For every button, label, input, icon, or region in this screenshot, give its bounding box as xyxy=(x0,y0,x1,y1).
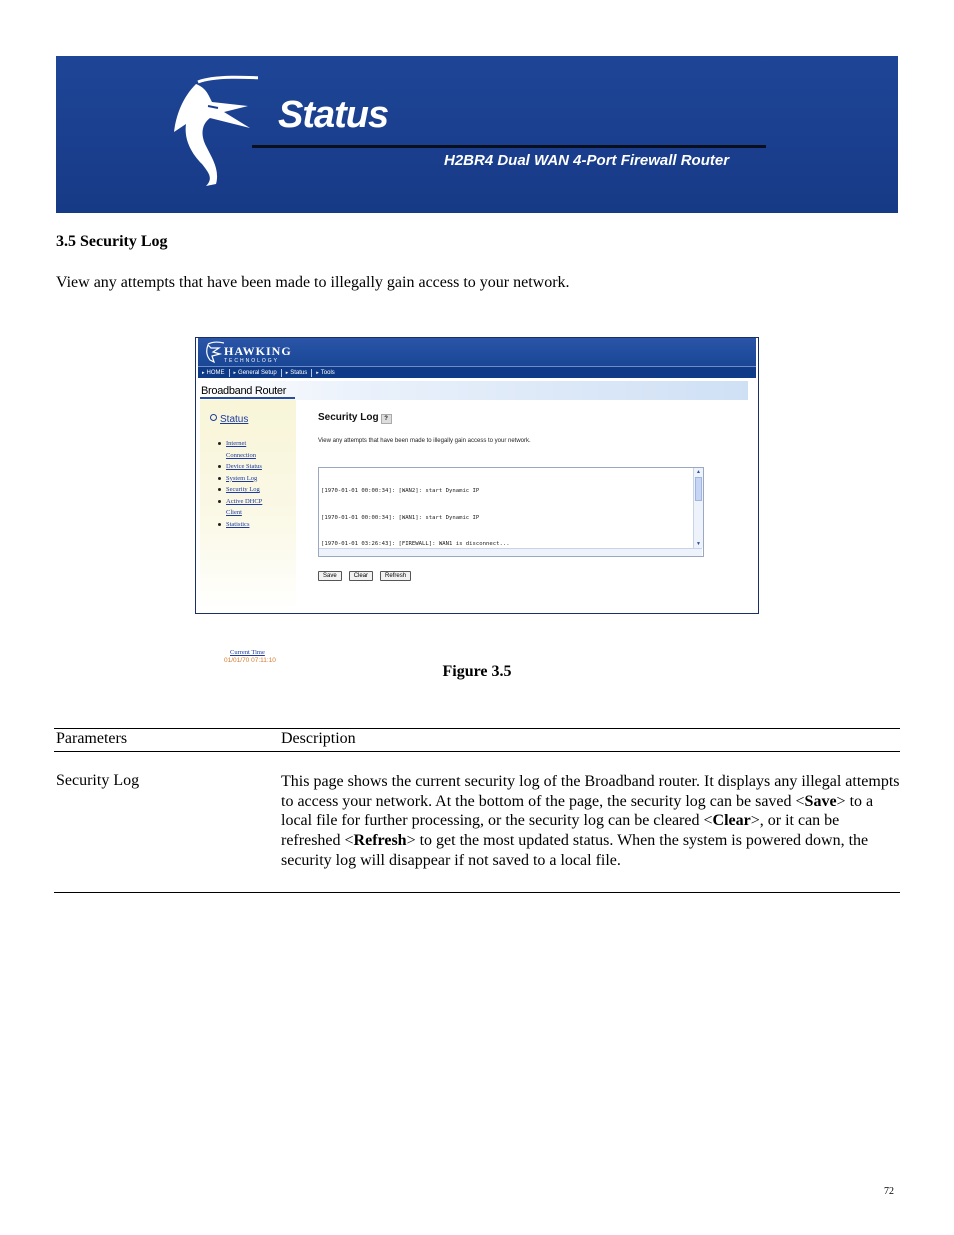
figure-caption: Figure 3.5 xyxy=(442,663,512,680)
banner-subtitle: H2BR4 Dual WAN 4-Port Firewall Router xyxy=(444,152,730,169)
page-number: 72 xyxy=(884,1186,894,1197)
nav-status[interactable]: ▸ Status xyxy=(282,369,313,377)
intro-text: View any attempts that have been made to illegally gain access to your network. xyxy=(56,274,570,291)
security-log-description: View any attempts that have been made to illegally gain access to your network. xyxy=(318,438,531,444)
section-heading: 3.5 Security Log xyxy=(56,233,168,250)
hawking-brand: HAWKING xyxy=(224,344,292,358)
nav-tools[interactable]: ▸ Tools xyxy=(312,369,339,377)
save-button[interactable]: Save xyxy=(318,571,342,581)
log-button-row xyxy=(318,571,411,581)
log-vertical-scrollbar[interactable] xyxy=(693,468,703,548)
desc-part: This page shows the current security log of the Broadband router. It displays any illegal attempts to access your network. At the bottom of the page, the security log can be saved < xyxy=(281,773,900,810)
scroll-up-icon[interactable]: ▲ xyxy=(696,469,701,475)
help-icon[interactable]: ? xyxy=(381,414,392,424)
product-label: Broadband Router xyxy=(201,385,287,397)
router-screenshot xyxy=(195,337,759,664)
product-bar xyxy=(198,381,748,400)
hawk-logo-icon xyxy=(168,72,258,190)
nav-general-setup[interactable]: ▸ General Setup xyxy=(230,369,282,377)
sidebar-item-statistics[interactable]: Statistics xyxy=(218,519,262,531)
security-log-title xyxy=(318,412,392,424)
current-time-value: 01/01/70 07:11:10 xyxy=(224,657,276,664)
table-top-rule xyxy=(54,728,900,729)
table-row-description xyxy=(281,772,901,871)
desc-part: >, or it can be refreshed < xyxy=(281,812,840,850)
table-header-parameters: Parameters xyxy=(56,730,128,747)
banner-rule xyxy=(252,145,766,148)
sidebar-item-active-dhcp[interactable]: Active DHCP xyxy=(218,496,262,508)
sidebar-item-device-status[interactable]: Device Status xyxy=(218,461,262,473)
sidebar-item-connection[interactable]: Connection xyxy=(226,451,256,459)
sidebar-menu xyxy=(218,438,262,530)
hawking-brand-sub: TECHNOLOGY xyxy=(224,358,280,364)
sidebar-item-client[interactable]: Client xyxy=(226,509,242,516)
header-banner xyxy=(56,56,898,213)
current-time-label[interactable]: Current Time xyxy=(230,649,265,656)
desc-part: > to get the most updated status. When the system is powered down, the security log will disappear if not saved to a local file. xyxy=(281,832,869,869)
router-sidebar xyxy=(200,400,296,664)
router-navbar xyxy=(198,366,756,378)
desc-save: Save xyxy=(804,792,837,810)
table-row-param: Security Log xyxy=(56,772,140,789)
scroll-thumb[interactable] xyxy=(695,477,702,501)
log-line: [1970-01-01 00:00:34]: [WAN1]: start Dynamic IP xyxy=(321,514,480,521)
sidebar-item-system-log[interactable]: System Log xyxy=(218,473,262,485)
table-header-description: Description xyxy=(281,730,356,747)
log-horizontal-scrollbar[interactable] xyxy=(319,548,702,556)
log-line: [1970-01-01 00:00:34]: [WAN2]: start Dynamic IP xyxy=(321,487,480,494)
hawking-bird-icon xyxy=(204,340,224,364)
security-log-textarea[interactable] xyxy=(318,467,704,557)
refresh-button[interactable]: Refresh xyxy=(380,571,411,581)
product-underline xyxy=(200,397,295,399)
log-line: [1970-01-01 03:26:43]: [FIREWALL]: WAN1 is disconnect... xyxy=(321,541,510,548)
scroll-down-icon[interactable]: ▼ xyxy=(696,541,701,547)
sidebar-item-security-log[interactable]: Security Log xyxy=(218,484,262,496)
desc-refresh: Refresh xyxy=(353,832,407,850)
sidebar-status-link[interactable]: Status xyxy=(210,414,248,425)
table-header-rule xyxy=(54,751,900,752)
desc-part: > to a local file for further processing, or the security log can be cleared < xyxy=(281,792,874,830)
sidebar-item-internet[interactable]: Internet xyxy=(218,438,262,450)
table-bottom-rule xyxy=(54,892,900,893)
banner-title: Status xyxy=(278,94,389,136)
nav-home[interactable]: ▸ HOME xyxy=(198,369,230,377)
desc-clear: Clear xyxy=(712,812,751,830)
security-log-title-text: Security Log xyxy=(318,412,379,423)
clear-button[interactable]: Clear xyxy=(349,571,373,581)
log-lines xyxy=(321,469,510,557)
